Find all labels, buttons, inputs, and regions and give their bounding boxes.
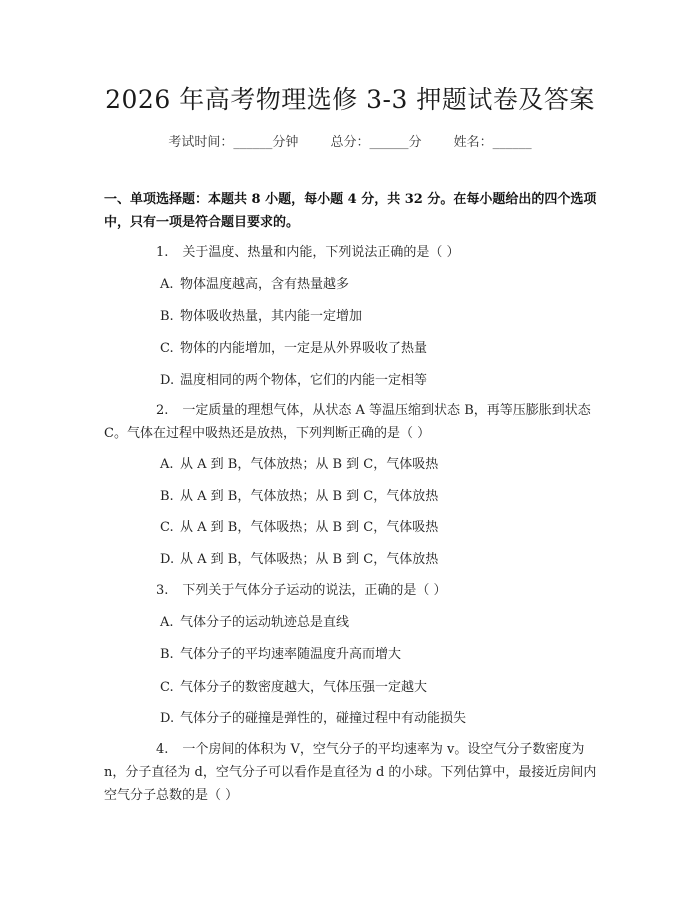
option-letter: B. [160, 489, 174, 504]
option-text: 气体分子的运动轨迹总是直线 [180, 615, 350, 630]
question-3-option-a [160, 611, 349, 634]
option-text: 物体吸收热量，其内能一定增加 [180, 309, 363, 324]
exam-score-field: 总分：______分 [330, 135, 422, 150]
question-3-option-c [160, 676, 427, 699]
option-text: 气体分子的数密度越大，气体压强一定越大 [180, 680, 428, 695]
option-text: 从 A 到 B，气体吸热；从 B 到 C，气体放热 [180, 552, 439, 567]
option-letter: C. [160, 520, 174, 535]
option-letter: D. [160, 711, 175, 726]
exam-name-field: 姓名：______ [453, 135, 532, 150]
question-1-option-b [160, 305, 362, 328]
question-text: 关于温度、热量和内能，下列说法正确的是（ ） [182, 245, 460, 260]
question-number: 2. [156, 403, 169, 418]
option-letter: A. [160, 277, 174, 292]
option-letter: D. [160, 552, 175, 567]
option-letter: A. [160, 457, 174, 472]
exam-info-line [0, 131, 700, 150]
question-number: 1. [156, 245, 169, 260]
option-text: 从 A 到 B，气体放热；从 B 到 C，气体放热 [180, 489, 439, 504]
question-1-option-d [160, 369, 427, 392]
question-2-stem [104, 399, 598, 445]
question-text: 一个房间的体积为 V，空气分子的平均速率为 v。设空气分子数密度为 n，分子直径为 d，空气分子可以看作是直径为 d 的小球。下列估算中，最接近房间内空气分子总数的是（ ） [104, 742, 597, 803]
option-letter: D. [160, 373, 175, 388]
question-2-option-a [160, 453, 438, 476]
option-letter: C. [160, 680, 174, 695]
option-text: 气体分子的平均速率随温度升高而增大 [180, 647, 402, 662]
option-text: 温度相同的两个物体，它们的内能一定相等 [180, 373, 428, 388]
option-text: 物体温度越高，含有热量越多 [180, 277, 350, 292]
option-letter: C. [160, 341, 174, 356]
option-letter: B. [160, 309, 174, 324]
option-text: 从 A 到 B，气体放热；从 B 到 C，气体吸热 [180, 457, 439, 472]
question-number: 3. [156, 583, 169, 598]
question-2-option-c [160, 516, 438, 539]
question-2-option-d [160, 548, 438, 571]
option-letter: A. [160, 615, 174, 630]
option-letter: B. [160, 647, 174, 662]
question-1-option-c [160, 337, 427, 360]
question-1-option-a [160, 273, 349, 296]
question-4-stem [104, 738, 598, 807]
option-text: 物体的内能增加，一定是从外界吸收了热量 [180, 341, 428, 356]
question-3-option-d [160, 707, 466, 730]
section-heading: 一、单项选择题：本题共 8 小题，每小题 4 分，共 32 分。在每小题给出的四个选项中，只有一项是符合题目要求的。 [104, 192, 597, 230]
exam-time-field: 考试时间：______分钟 [168, 135, 299, 150]
question-text: 下列关于气体分子运动的说法，正确的是（ ） [182, 583, 447, 598]
question-text: 一定质量的理想气体，从状态 A 等温压缩到状态 B，再等压膨胀到状态 C。气体在过程中吸热还是放热，下列判断正确的是（ ） [104, 403, 591, 441]
option-text: 气体分子的碰撞是弹性的，碰撞过程中有动能损失 [180, 711, 467, 726]
question-3-stem [104, 579, 598, 602]
page-title: 2026 年高考物理选修 3-3 押题试卷及答案 [105, 85, 595, 114]
option-text: 从 A 到 B，气体吸热；从 B 到 C，气体吸热 [180, 520, 439, 535]
question-3-option-b [160, 643, 401, 666]
question-2-option-b [160, 485, 438, 508]
question-number: 4. [156, 742, 169, 757]
question-1-stem [104, 241, 598, 264]
